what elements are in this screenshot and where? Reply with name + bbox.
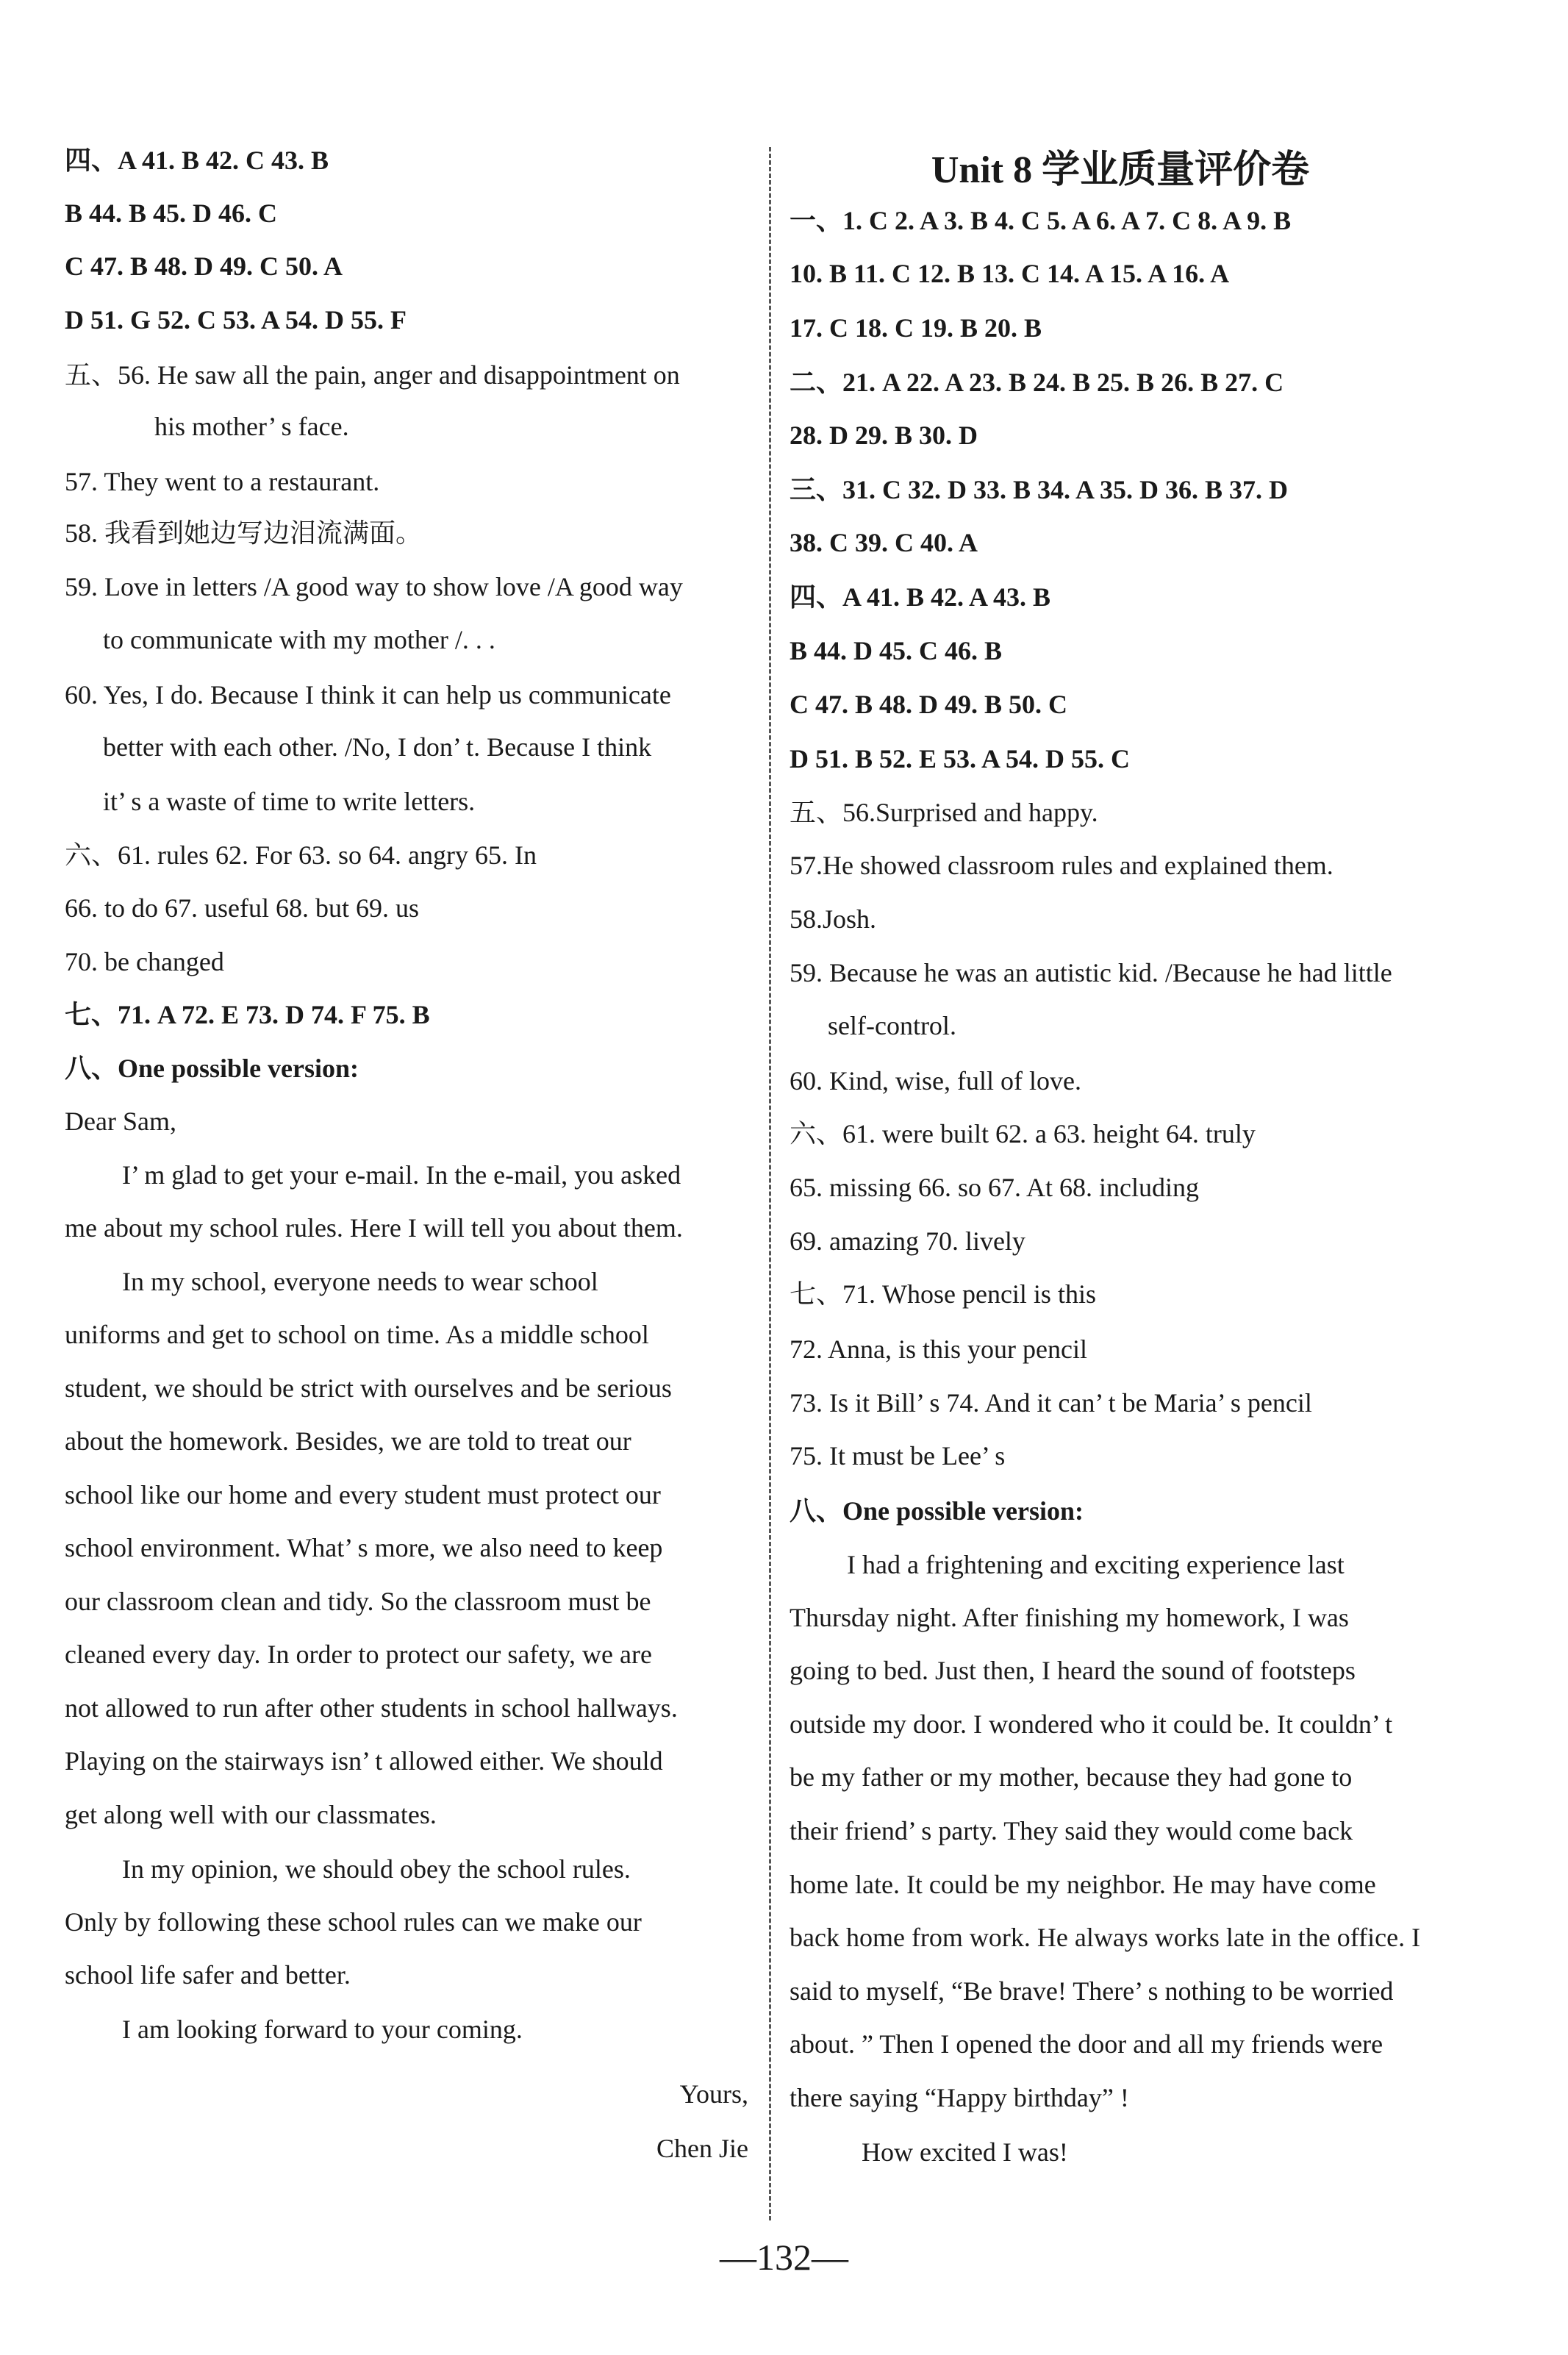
right-line: 六、61. were built 62. a 63. height 64. truly [790,1119,1256,1148]
right-line: 一、1. C 2. A 3. B 4. C 5. A 6. A 7. C 8. A 9. B [790,206,1292,235]
right-line: their friend’ s party. They said they would come back [790,1816,1353,1845]
right-line: 73. Is it Bill’ s 74. And it can’ t be Maria’ s pencil [790,1388,1312,1418]
right-line: 五、56.Surprised and happy. [790,798,1098,827]
left-line: 四、A 41. B 42. C 43. B [65,146,329,175]
right-line: 58.Josh. [790,904,877,934]
left-line: get along well with our classmates. [65,1800,437,1829]
right-line: How excited I was! [862,2137,1068,2167]
left-line: I’ m glad to get your e-mail. In the e-mail, you asked [122,1160,681,1190]
right-line: 10. B 11. C 12. B 13. C 14. A 15. A 16. A [790,259,1230,288]
left-line: it’ s a waste of time to write letters. [103,787,476,816]
left-line: Playing on the stairways isn’ t allowed either. We should [65,1746,663,1776]
right-line: about. ” Then I opened the door and all my friends were [790,2029,1383,2059]
right-line: 69. amazing 70. lively [790,1226,1025,1256]
right-line: D 51. B 52. E 53. A 54. D 55. C [790,744,1131,773]
left-line: uniforms and get to school on time. As a middle school [65,1320,649,1349]
left-line: not allowed to run after other students in school hallways. [65,1693,678,1723]
left-line: student, we should be strict with ourselves and be serious [65,1373,672,1403]
right-line: 二、21. A 22. A 23. B 24. B 25. B 26. B 27. C [790,368,1284,397]
left-line: better with each other. /No, I don’ t. Because I think [103,732,652,762]
left-line: 59. Love in letters /A good way to show love /A good way [65,572,683,601]
right-line: 57.He showed classroom rules and explained them. [790,851,1333,880]
right-line: 72. Anna, is this your pencil [790,1334,1087,1364]
left-line: 八、One possible version: [65,1054,359,1083]
left-line: Yours, [679,2079,748,2109]
right-line: 17. C 18. C 19. B 20. B [790,313,1042,343]
left-line: D 51. G 52. C 53. A 54. D 55. F [65,305,407,335]
left-line: to communicate with my mother /. . . [103,625,495,654]
right-line: 八、One possible version: [790,1496,1084,1526]
left-line: C 47. B 48. D 49. C 50. A [65,251,343,281]
right-line: C 47. B 48. D 49. B 50. C [790,690,1068,719]
left-line: 57. They went to a restaurant. [65,467,380,496]
right-line: 60. Kind, wise, full of love. [790,1066,1081,1096]
right-line: 三、31. C 32. D 33. B 34. A 35. D 36. B 37. D [790,475,1289,504]
right-line: B 44. D 45. C 46. B [790,636,1003,665]
right-line: 四、A 41. B 42. A 43. B [790,582,1051,612]
left-line: 66. to do 67. useful 68. but 69. us [65,893,419,923]
left-line: cleaned every day. In order to protect our safety, we are [65,1640,652,1669]
right-line: be my father or my mother, because they had gone to [790,1762,1353,1792]
left-line: 58. 我看到她边写边泪流满面。 [65,518,423,548]
left-line: me about my school rules. Here I will tell you about them. [65,1213,683,1243]
left-line: about the homework. Besides, we are told to treat our [65,1426,631,1456]
right-line: outside my door. I wondered who it could be. It couldn’ t [790,1709,1393,1739]
page-number: —132— [720,2237,848,2278]
right-line: 75. It must be Lee’ s [790,1441,1006,1470]
left-line: Only by following these school rules can we make our [65,1907,642,1937]
right-line: going to bed. Just then, I heard the sound of footsteps [790,1656,1356,1685]
right-line: 65. missing 66. so 67. At 68. including [790,1173,1200,1202]
left-line: 70. be changed [65,947,224,976]
left-line: In my school, everyone needs to wear school [122,1267,598,1296]
left-line: In my opinion, we should obey the school rules. [122,1854,631,1884]
left-line: Dear Sam, [65,1107,176,1136]
left-line: school life safer and better. [65,1960,351,1990]
right-line: back home from work. He always works late in the office. I [790,1923,1421,1952]
right-line: 28. D 29. B 30. D [790,421,978,450]
left-line: his mother’ s face. [154,412,349,441]
left-line: school like our home and every student must protect our [65,1480,661,1509]
left-line: Chen Jie [656,2134,748,2163]
unit-title: Unit 8 学业质量评价卷 [931,149,1310,191]
column-divider [769,147,771,2220]
left-line: school environment. What’ s more, we also need to keep [65,1533,663,1562]
left-line: 六、61. rules 62. For 63. so 64. angry 65. In [65,840,537,870]
left-line: B 44. B 45. D 46. C [65,199,278,228]
right-line: 38. C 39. C 40. A [790,528,978,557]
left-line: 七、71. A 72. E 73. D 74. F 75. B [65,1000,430,1029]
right-line: I had a frightening and exciting experience last [847,1550,1345,1579]
right-line: self-control. [828,1011,956,1040]
left-line: 五、56. He saw all the pain, anger and disappointment on [65,360,680,390]
right-line: Thursday night. After finishing my homework, I was [790,1603,1349,1632]
left-line: I am looking forward to your coming. [122,2015,523,2044]
left-line: our classroom clean and tidy. So the classroom must be [65,1587,651,1616]
right-line: said to myself, “Be brave! There’ s nothing to be worried [790,1976,1394,2006]
right-line: 七、71. Whose pencil is this [790,1279,1096,1309]
right-line: there saying “Happy birthday” ! [790,2083,1129,2112]
right-line: home late. It could be my neighbor. He may have come [790,1870,1376,1899]
right-line: 59. Because he was an autistic kid. /Because he had little [790,958,1392,987]
left-line: 60. Yes, I do. Because I think it can help us communicate [65,680,671,710]
